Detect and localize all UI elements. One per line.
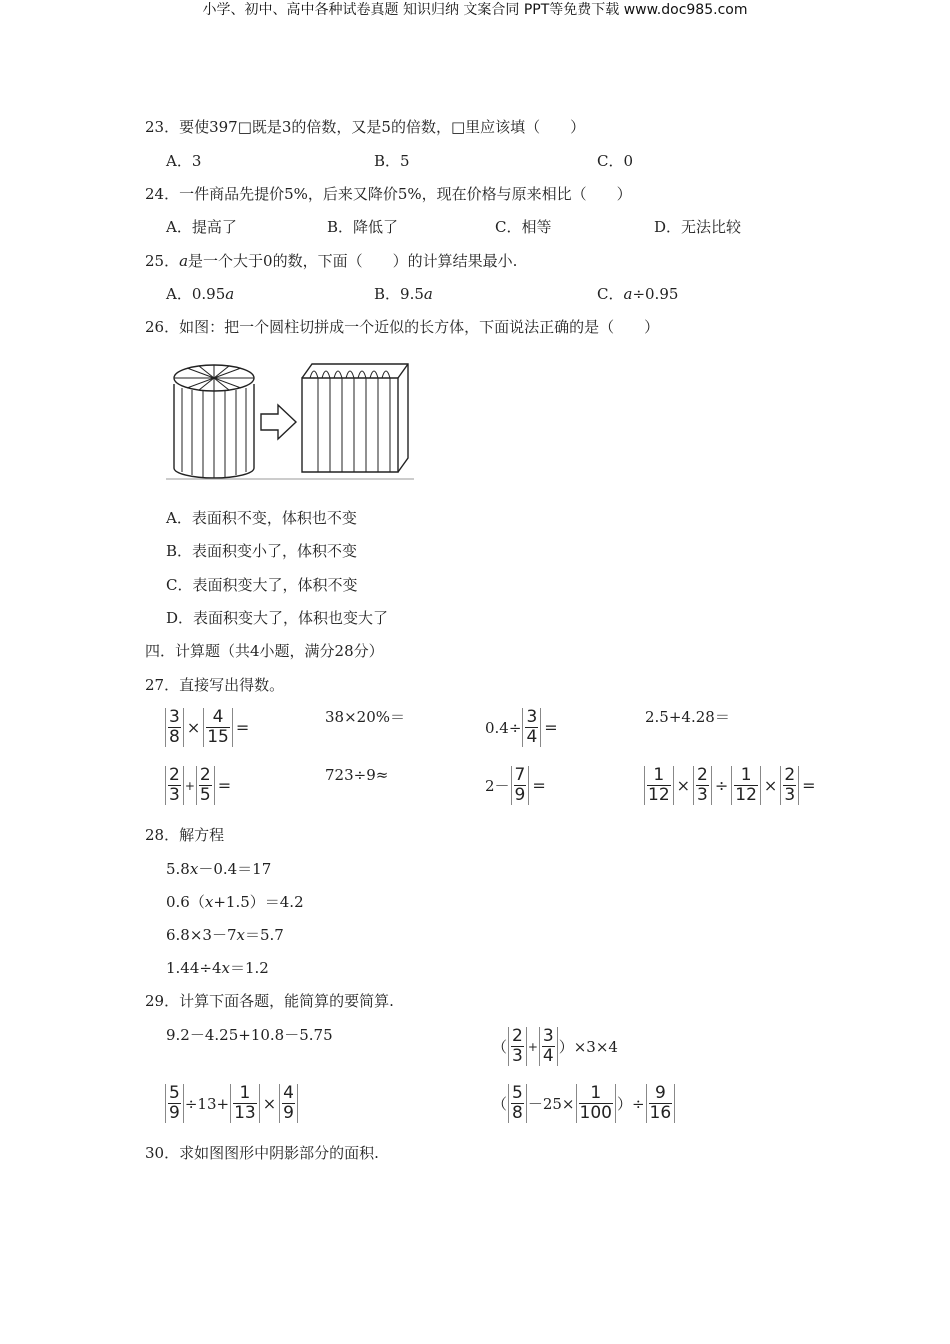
q29-problem-1: 9.2－4.25+10.8－5.75 xyxy=(166,1026,333,1044)
q26-option-b: B．表面积变小了，体积不变 xyxy=(166,542,358,560)
q27-expr-2: 38×20%＝ xyxy=(325,708,405,726)
q23-option-a: A．3 xyxy=(166,152,202,170)
fraction: $\frac{3}{8}$ xyxy=(165,708,184,747)
fraction: $\frac{9}{16}$ xyxy=(646,1084,676,1123)
fraction: $\frac{2}{3}$ xyxy=(508,1027,527,1066)
q28-equation-3: 6.8×3－7x＝5.7 xyxy=(166,926,284,944)
fraction: $\frac{2}{3}$ xyxy=(780,766,799,805)
q27-expr-5: $\frac{2}{3}$ + $\frac{2}{5}$ = xyxy=(164,766,233,805)
q27-expr-1: $\frac{3}{8}$ × $\frac{4}{15}$ = xyxy=(164,708,251,747)
q25-stem: 25．a是一个大于0的数，下面（ ）的计算结果最小. xyxy=(145,252,518,270)
q24-option-a: A．提高了 xyxy=(166,218,237,236)
q24-option-d: D．无法比较 xyxy=(654,218,742,236)
q23-option-b: B．5 xyxy=(374,152,410,170)
fraction: $\frac{1}{12}$ xyxy=(644,766,674,805)
q27-stem: 27．直接写出得数。 xyxy=(145,676,285,694)
q27-expr-3: 0.4÷ $\frac{3}{4}$ = xyxy=(485,707,558,747)
q28-stem: 28．解方程 xyxy=(145,826,225,844)
q29-stem: 29．计算下面各题，能简算的要简算. xyxy=(145,992,394,1010)
q24-option-c: C．相等 xyxy=(495,218,552,236)
q27-expr-8: $\frac{1}{12}$ × $\frac{2}{3}$ ÷ $\frac{1}{12}$ × $\frac{2}{3}$ = xyxy=(643,766,818,805)
q27-expr-6: 723÷9≈ xyxy=(325,766,389,784)
q25-option-c: C．a÷0.95 xyxy=(597,285,679,303)
fraction: $\frac{1}{100}$ xyxy=(576,1084,616,1123)
q28-equation-4: 1.44÷4x＝1.2 xyxy=(166,959,269,977)
fraction: $\frac{2}{5}$ xyxy=(196,766,215,805)
q23-option-c: C．0 xyxy=(597,152,634,170)
q28-equation-2: 0.6（x+1.5）＝4.2 xyxy=(166,893,304,911)
page-header: 小学、初中、高中各种试卷真题 知识归纳 文案合同 PPT等免费下载 www.doc985.com xyxy=(202,2,748,18)
fraction: $\frac{1}{12}$ xyxy=(731,766,761,805)
fraction: $\frac{5}{9}$ xyxy=(165,1084,184,1123)
q27-expr-4: 2.5+4.28＝ xyxy=(645,708,730,726)
q30-stem: 30．求如图图形中阴影部分的面积. xyxy=(145,1144,379,1162)
fraction: $\frac{4}{15}$ xyxy=(203,708,233,747)
fraction: $\frac{2}{3}$ xyxy=(693,766,712,805)
q29-problem-2: （ $\frac{2}{3}$ + $\frac{3}{4}$ ）×3×4 xyxy=(492,1026,618,1066)
q25-option-b: B．9.5a xyxy=(374,285,433,303)
q26-option-d: D．表面积变大了，体积也变大了 xyxy=(166,609,389,627)
q25-option-a: A．0.95a xyxy=(166,285,235,303)
q24-stem: 24．一件商品先提价5%，后来又降价5%，现在价格与原来相比（ ） xyxy=(145,185,632,203)
fraction: $\frac{4}{9}$ xyxy=(279,1084,298,1123)
fraction: $\frac{1}{13}$ xyxy=(230,1084,260,1123)
q27-expr-7: 2－ $\frac{7}{9}$ = xyxy=(485,765,546,805)
q26-option-a: A．表面积不变，体积也不变 xyxy=(166,509,357,527)
q29-problem-4: （ $\frac{5}{8}$ －25× $\frac{1}{100}$ ）÷ $\frac{9}{16}$ xyxy=(492,1084,676,1123)
q23-stem: 23．要使397□既是3的倍数，又是5的倍数，□里应该填（ ） xyxy=(145,118,586,136)
section-4-title: 四．计算题（共4小题，满分28分） xyxy=(145,642,384,660)
fraction: $\frac{7}{9}$ xyxy=(511,766,530,805)
q26-stem: 26．如图：把一个圆柱切拼成一个近似的长方体，下面说法正确的是（ ） xyxy=(145,318,660,336)
q28-equation-1: 5.8x－0.4＝17 xyxy=(166,860,272,878)
fraction: $\frac{5}{8}$ xyxy=(508,1084,527,1123)
cylinder-to-cuboid-figure xyxy=(166,356,414,480)
fraction: $\frac{3}{4}$ xyxy=(522,708,541,747)
q26-option-c: C．表面积变大了，体积不变 xyxy=(166,576,358,594)
q24-option-b: B．降低了 xyxy=(327,218,399,236)
fraction: $\frac{3}{4}$ xyxy=(539,1027,558,1066)
fraction: $\frac{2}{3}$ xyxy=(165,766,184,805)
q29-problem-3: $\frac{5}{9}$ ÷13+ $\frac{1}{13}$ × $\frac{4}{9}$ xyxy=(164,1084,299,1123)
